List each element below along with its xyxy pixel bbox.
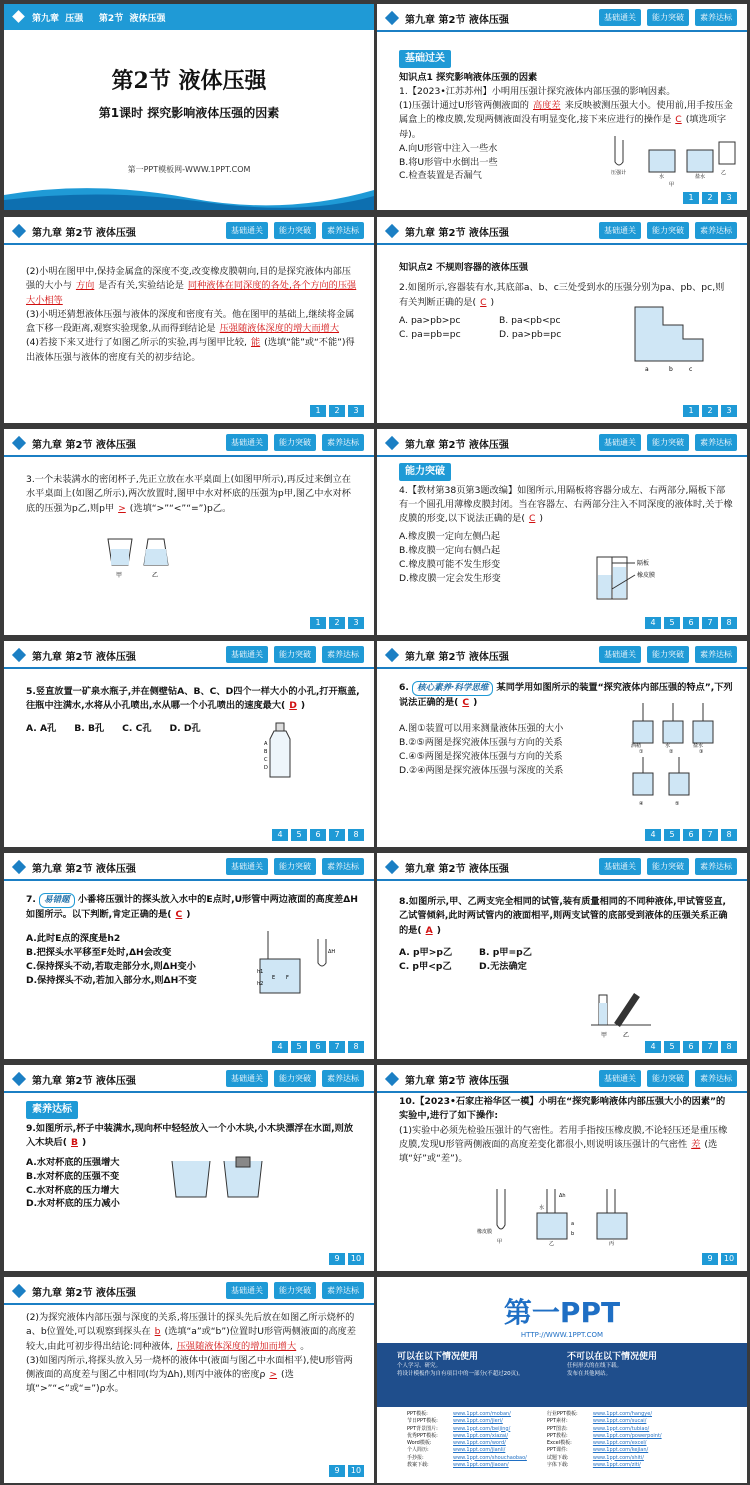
- svg-text:E: E: [272, 975, 276, 981]
- option: C.橡皮膜可能不发生形变: [399, 558, 501, 570]
- svg-text:甲: 甲: [497, 1239, 503, 1245]
- slide-title: 第九章 第2节 液体压强: [405, 228, 509, 239]
- slide-2: [377, 4, 747, 210]
- divided-container-figure: [595, 555, 705, 605]
- section-tag: 能力突破: [399, 463, 451, 481]
- option: A.向U形管中注入一些水: [399, 142, 498, 154]
- resource-link[interactable]: www.1ppt.com/moban/: [453, 1411, 511, 1417]
- link-row: PPT教程: www.1ppt.com/powerpoint/: [546, 1432, 662, 1439]
- option: D.保持探头不动,若加入部分水,则ΔH不变: [26, 974, 197, 986]
- nav-suyang-button[interactable]: 素养达标: [695, 434, 737, 451]
- option: B.水对杯底的压强不变: [26, 1170, 120, 1182]
- page-3-button[interactable]: 3: [721, 192, 737, 204]
- nav-jichu-button[interactable]: 基础通关: [599, 434, 641, 451]
- gauge-depth-figure: [258, 929, 338, 999]
- question-part: (2)小明在图甲中,保持金属盒的深度不变,改变橡皮膜朝向,目的是探究液体内部压强的大小与 方向 是否有关,实验结论是 同种液体在同深度的各处,各个方向的压强大小相等: [26, 266, 357, 306]
- page-7-button[interactable]: 7: [702, 829, 718, 841]
- option: A.橡皮膜一定向左侧凸起: [399, 531, 500, 543]
- slide-title: 第九章 第2节 液体压强: [32, 228, 136, 239]
- cover-subtitle: 第1课时 探究影响液体压强的因素: [98, 106, 280, 120]
- knowledge-point: 知识点2 不规则容器的液体压强: [399, 262, 529, 273]
- resource-link[interactable]: www.1ppt.com/jiaoan/: [453, 1461, 509, 1468]
- nav-jichu-button[interactable]: 基础通关: [226, 434, 268, 451]
- question-text: 5.竖直放置一矿泉水瓶子,并在侧壁钻A、B、C、D四个一样大小的小孔,打开瓶盖,往瓶中注满水,水将从小孔喷出,水从哪一个小孔喷出的速度最大( D ): [26, 686, 360, 712]
- page-7-button[interactable]: 7: [329, 1041, 345, 1053]
- svg-text:橡皮膜: 橡皮膜: [637, 572, 656, 579]
- svg-text:a: a: [645, 366, 649, 373]
- cover-site: 第一PPT模板网-WWW.1PPT.COM: [127, 165, 251, 174]
- section-tag: 易错题: [39, 893, 75, 908]
- question-part: (4)若接下来又进行了如图乙所示的实验,再与图甲比较, 能 (选填“能”或“不能”)得出液体压强与液体的密度有关的初步结论。: [26, 337, 355, 363]
- nav-nengli-button[interactable]: 能力突破: [274, 646, 316, 663]
- resource-link[interactable]: www.1ppt.com/jieri/: [453, 1418, 503, 1425]
- pressure-gauge-figure: [609, 132, 739, 188]
- page-10-button[interactable]: 10: [348, 1253, 364, 1265]
- slide-7: [4, 641, 374, 847]
- page-9-button[interactable]: 9: [329, 1253, 345, 1265]
- irregular-container-figure: [633, 305, 713, 375]
- svg-text:乙: 乙: [721, 170, 727, 176]
- nav-suyang-button[interactable]: 素养达标: [322, 1282, 364, 1299]
- nav-suyang-button[interactable]: 素养达标: [322, 858, 364, 875]
- page-3-button[interactable]: 3: [348, 405, 364, 417]
- svg-text:水: 水: [659, 174, 665, 180]
- resource-link[interactable]: www.1ppt.com/sucai/: [592, 1418, 647, 1425]
- svg-text:D: D: [264, 765, 268, 771]
- option: B. p甲=p乙: [479, 946, 532, 958]
- svg-text:ΔH: ΔH: [328, 949, 336, 955]
- resource-link[interactable]: www.1ppt.com/jianli/: [453, 1447, 506, 1454]
- page-7-button[interactable]: 7: [702, 1041, 718, 1053]
- option: C. pa=pb=pc: [399, 329, 461, 340]
- svg-text:甲: 甲: [116, 572, 123, 579]
- svg-text:甲: 甲: [669, 182, 675, 188]
- slide-title: 第九章 第2节 液体压强: [32, 1076, 136, 1087]
- nav-nengli-button[interactable]: 能力突破: [274, 434, 316, 451]
- question-part: (3)如图丙所示,将探头放入另一烧杯的液体中(液面与图乙中水面相平),使U形管两侧液面的高度差与图乙中相同(均为Δh),则丙中液体的密度ρ > (选填“>”“<”或“=”)ρ水。: [26, 1354, 353, 1395]
- svg-text:水: 水: [665, 743, 671, 749]
- page-6-button[interactable]: 6: [310, 1041, 326, 1053]
- svg-text:隔板: 隔板: [637, 560, 650, 567]
- question-text: 6. 核心素养·科学思维 某同学用如图所示的装置“探究液体内部压强的特点”,下列说法正确的是( C ): [399, 682, 733, 709]
- svg-text:B: B: [264, 749, 268, 755]
- option: A.图①装置可以用来测量液体压强的大小: [399, 723, 564, 735]
- svg-text:橡皮膜: 橡皮膜: [477, 1229, 493, 1235]
- option: C.检查装置是否漏气: [399, 170, 482, 182]
- question-part: (3)小明还猜想液体压强与液体的深度和密度有关。他在图甲的基础上,继续将金属盒下移一段距离,观察实验现象,从而得到结论是 压强随液体深度的增大而增大: [26, 308, 355, 334]
- link-row: PPT背景图片: www.1ppt.com/beijing/: [407, 1425, 511, 1432]
- page-2-button[interactable]: 2: [329, 405, 345, 417]
- question-text: 3.一个未装满水的密闭杯子,先正立放在水平桌面上(如图甲所示),再反过来倒立在水平桌面上(如图乙所示),两次放置时,图甲中水对杯底的压强为p甲,图乙中水对杯底的压强为p乙,则p甲 > (选填“>”“<”“=”)p乙。: [26, 474, 351, 514]
- svg-text:酒精: 酒精: [631, 743, 642, 749]
- slide-title: 第九章 第2节 液体压强: [405, 864, 509, 875]
- site-url: HTTP://WWW.1PPT.COM: [520, 1331, 604, 1339]
- svg-text:F: F: [286, 975, 289, 981]
- can-use-title: 可以在以下情况使用: [397, 1352, 479, 1362]
- page-9-button[interactable]: 9: [329, 1465, 345, 1477]
- option: A. A孔: [26, 722, 57, 734]
- nav-jichu-button[interactable]: 基础通关: [599, 222, 641, 239]
- nav-jichu-button[interactable]: 基础通关: [599, 9, 641, 26]
- cannot-use-title: 不可以在以下情况使用: [567, 1352, 658, 1362]
- nav-nengli-button[interactable]: 能力突破: [647, 858, 689, 875]
- slide-ending: [377, 1277, 747, 1483]
- question-text: 8.如图所示,甲、乙两支完全相同的试管,装有质量相同的不同种液体,甲试管竖直,乙试管倾斜,此时两试管内的液面相平,则两支试管的底部受到液体的压强关系正确的是( A ): [399, 896, 728, 936]
- nav-suyang-button[interactable]: 素养达标: [322, 646, 364, 663]
- page-5-button[interactable]: 5: [664, 617, 680, 629]
- page-3-button[interactable]: 3: [348, 617, 364, 629]
- slide-12: [377, 1065, 747, 1271]
- page-6-button[interactable]: 6: [683, 829, 699, 841]
- option: A. pa>pb>pc: [399, 314, 461, 326]
- nav-nengli-button[interactable]: 能力突破: [274, 858, 316, 875]
- page-4-button[interactable]: 4: [645, 829, 661, 841]
- resource-link[interactable]: www.1ppt.com/shouchaobao/: [453, 1454, 527, 1461]
- page-8-button[interactable]: 8: [348, 1041, 364, 1053]
- section-tag: 核心素养·科学思维: [412, 681, 493, 696]
- slide-4: [377, 217, 747, 423]
- nav-jichu-button[interactable]: 基础通关: [599, 858, 641, 875]
- can-use-item: 个人学习、研究。: [397, 1363, 442, 1369]
- svg-text:④: ④: [639, 801, 644, 807]
- option: D. D孔: [169, 722, 201, 734]
- option: B.把探头水平移至F处时,ΔH会改变: [26, 947, 172, 959]
- nav-jichu-button[interactable]: 基础通关: [599, 646, 641, 663]
- nav-jichu-button[interactable]: 基础通关: [226, 222, 268, 239]
- svg-text:盐水: 盐水: [695, 174, 706, 180]
- page-4-button[interactable]: 4: [645, 617, 661, 629]
- option: B. pa<pb<pc: [499, 314, 561, 326]
- slide-3: [4, 217, 374, 423]
- page-3-button[interactable]: 3: [721, 405, 737, 417]
- nav-suyang-button[interactable]: 素养达标: [322, 1070, 364, 1087]
- page-6-button[interactable]: 6: [683, 1041, 699, 1053]
- svg-text:①: ①: [639, 749, 644, 755]
- option: C.水对杯底的压力增大: [26, 1184, 119, 1196]
- option: B.将U形管中水倒出一些: [399, 156, 498, 168]
- svg-text:乙: 乙: [152, 572, 159, 579]
- page-4-button[interactable]: 4: [272, 829, 288, 841]
- page-1-button[interactable]: 1: [683, 192, 699, 204]
- page-1-button[interactable]: 1: [310, 405, 326, 417]
- svg-text:h2: h2: [257, 981, 264, 987]
- question-text: 7. 易错题 小番将压强计的探头放入水中的E点时,U形管中两边液面的高度差ΔH如图所示。以下判断,肯定正确的是( C ): [26, 894, 358, 921]
- link-row: PPT图表: www.1ppt.com/tubiao/: [546, 1425, 650, 1432]
- nav-jichu-button[interactable]: 基础通关: [226, 1070, 268, 1087]
- link-row: 字体下载: www.1ppt.com/ziti/: [546, 1461, 641, 1468]
- slide-cover: [4, 4, 374, 210]
- svg-text:C: C: [264, 757, 268, 763]
- nav-suyang-button[interactable]: 素养达标: [695, 9, 737, 26]
- option: D.水对杯底的压力减小: [26, 1198, 120, 1210]
- page-8-button[interactable]: 8: [348, 829, 364, 841]
- slide-5: [4, 429, 374, 635]
- test-tubes-figure: [591, 991, 661, 1041]
- nav-suyang-button[interactable]: 素养达标: [322, 222, 364, 239]
- svg-text:b: b: [669, 366, 673, 373]
- five-gauges-figure: [629, 701, 739, 811]
- svg-text:水: 水: [539, 1205, 545, 1211]
- nav-nengli-button[interactable]: 能力突破: [647, 646, 689, 663]
- slide-header: [377, 4, 747, 32]
- resource-link[interactable]: www.1ppt.com/word/: [453, 1440, 506, 1446]
- cover-header-title: 第九章 压强 第2节 液体压强: [32, 14, 166, 24]
- link-row: 个人简历: www.1ppt.com/jianli/: [407, 1447, 506, 1454]
- slide-9: [4, 853, 374, 1059]
- bottle-figure: [262, 721, 302, 781]
- slide-title: 第九章 第2节 液体压强: [405, 440, 509, 451]
- svg-text:⑤: ⑤: [675, 801, 680, 807]
- answer: C: [675, 114, 682, 126]
- option: C.保持探头不动,若取走部分水,则ΔH变小: [26, 961, 196, 973]
- svg-text:a: a: [571, 1221, 575, 1227]
- answer: 高度差: [533, 100, 561, 111]
- nav-suyang-button[interactable]: 素养达标: [695, 222, 737, 239]
- slide-title: 第九章 第2节 液体压强: [405, 652, 509, 663]
- page-6-button[interactable]: 6: [310, 829, 326, 841]
- svg-text:③: ③: [699, 749, 704, 755]
- nav-nengli-button[interactable]: 能力突破: [647, 9, 689, 26]
- option: A. p甲>p乙: [399, 946, 453, 958]
- svg-text:c: c: [689, 366, 693, 373]
- nav-nengli-button[interactable]: 能力突破: [647, 222, 689, 239]
- resource-link[interactable]: www.1ppt.com/beijing/: [453, 1425, 511, 1432]
- resource-link[interactable]: www.1ppt.com/hangye/: [592, 1411, 653, 1417]
- page-9-button[interactable]: 9: [702, 1253, 718, 1265]
- nav-jichu-button[interactable]: 基础通关: [599, 1070, 641, 1087]
- resource-link[interactable]: www.1ppt.com/ziti/: [592, 1461, 641, 1468]
- cannot-use-item: 发布在其他网站。: [567, 1371, 612, 1378]
- nav-suyang-button[interactable]: 素养达标: [695, 858, 737, 875]
- cannot-use-item: 任何形式的在线下载。: [567, 1363, 623, 1369]
- page-6-button[interactable]: 6: [683, 617, 699, 629]
- option: D.橡皮膜一定会发生形变: [399, 572, 501, 584]
- slide-13: [4, 1277, 374, 1483]
- nav-nengli-button[interactable]: 能力突破: [274, 1070, 316, 1087]
- svg-text:b: b: [571, 1231, 575, 1237]
- link-row: 教案下载: www.1ppt.com/jiaoan/: [407, 1461, 509, 1468]
- resource-link[interactable]: www.1ppt.com/tubiao/: [592, 1425, 650, 1432]
- question-text: 4.【教材第38页第3题改编】如图所示,用隔板将容器分成左、右两部分,隔板下部有一个圆孔用薄橡皮膜封闭。当在容器左、右两部分注入不同深度的液体时,关于橡皮膜的形变,以下说法正确的是( C ): [399, 484, 733, 524]
- resource-link[interactable]: www.1ppt.com/xiazai/: [453, 1432, 509, 1439]
- three-setups-figure: [477, 1185, 667, 1245]
- nav-nengli-button[interactable]: 能力突破: [274, 222, 316, 239]
- resource-link[interactable]: www.1ppt.com/shiti/: [592, 1454, 644, 1461]
- slide-title: 第九章 第2节 液体压强: [32, 1288, 136, 1299]
- link-row: PPT课件: www.1ppt.com/kejian/: [546, 1447, 649, 1454]
- slide-title: 第九章 第2节 液体压强: [32, 864, 136, 875]
- question-text: 2.如图所示,容器装有水,其底部a、b、c三处受到水的压强分别为pa、pb、pc,则有关判断正确的是( C ): [399, 282, 725, 308]
- link-row: 节日PPT模板: www.1ppt.com/jieri/: [407, 1418, 503, 1425]
- nav-jichu-button[interactable]: 基础通关: [226, 646, 268, 663]
- link-row: 手抄报: www.1ppt.com/shouchaobao/: [407, 1454, 527, 1461]
- section-tag: 素养达标: [26, 1101, 78, 1119]
- nav-nengli-button[interactable]: 能力突破: [647, 434, 689, 451]
- link-row: 优秀PPT模板: www.1ppt.com/xiazai/: [407, 1432, 509, 1439]
- link-row: Excel模板: www.1ppt.com/excel/: [546, 1440, 647, 1446]
- slide-10: [377, 853, 747, 1059]
- nav-suyang-button[interactable]: 素养达标: [695, 1070, 737, 1087]
- slide-title: 第九章 第2节 液体压强: [405, 15, 509, 26]
- option: B.②⑤两图是探究液体压强与方向的关系: [399, 737, 563, 749]
- resource-link[interactable]: www.1ppt.com/kejian/: [592, 1447, 649, 1454]
- page-5-button[interactable]: 5: [291, 1041, 307, 1053]
- link-row: PPT素材: www.1ppt.com/sucai/: [546, 1418, 647, 1425]
- nav-jichu-button[interactable]: 基础通关: [226, 858, 268, 875]
- option: B.橡皮膜一定向右侧凸起: [399, 545, 501, 557]
- nav-jichu-button[interactable]: 基础通关: [226, 1282, 268, 1299]
- can-use-item: 将设计模板作为自有项目中的一部分(不超过20页)。: [397, 1371, 524, 1378]
- page-2-button[interactable]: 2: [702, 192, 718, 204]
- page-8-button[interactable]: 8: [721, 829, 737, 841]
- page-2-button[interactable]: 2: [329, 617, 345, 629]
- page-5-button[interactable]: 5: [291, 829, 307, 841]
- option: A.此时E点的深度是h2: [26, 933, 121, 945]
- links-area: [407, 1411, 727, 1469]
- usage-banner: [377, 1343, 747, 1407]
- page-10-button[interactable]: 10: [721, 1253, 737, 1265]
- slide-11: [4, 1065, 374, 1271]
- question-text: 1.【2023•江苏苏州】小明用压强计探究液体内部压强的影响因素。: [399, 85, 676, 97]
- resource-link[interactable]: www.1ppt.com/excel/: [592, 1440, 647, 1446]
- option: C. C孔: [122, 722, 152, 734]
- question-part: (1)实验中必须先检验压强计的气密性。若用手指按压橡皮膜,不论轻压还是重压橡皮膜,发现U形管两侧液面的高度差变化都很小,则说明该压强计的气密性 差 (选填“好”或“差”)。: [399, 1124, 728, 1164]
- link-row: PPT模板: www.1ppt.com/moban/: [407, 1411, 511, 1417]
- slide-title: 第九章 第2节 液体压强: [405, 1076, 509, 1087]
- svg-text:h1: h1: [257, 969, 264, 975]
- svg-text:Δh: Δh: [559, 1193, 566, 1199]
- nav-nengli-button[interactable]: 能力突破: [274, 1282, 316, 1299]
- slide-6: [377, 429, 747, 635]
- slide-8: [377, 641, 747, 847]
- cups-figure: [104, 535, 174, 581]
- page-8-button[interactable]: 8: [721, 617, 737, 629]
- nav-suyang-button[interactable]: 素养达标: [322, 434, 364, 451]
- ppt-logo: 第一PPT: [503, 1296, 621, 1329]
- page-1-button[interactable]: 1: [683, 405, 699, 417]
- page-5-button[interactable]: 5: [664, 829, 680, 841]
- svg-text:②: ②: [669, 749, 674, 755]
- page-10-button[interactable]: 10: [348, 1465, 364, 1477]
- link-row: 试题下载: www.1ppt.com/shiti/: [546, 1454, 644, 1461]
- knowledge-point: 知识点1 探究影响液体压强的因素: [399, 71, 538, 83]
- question-text: 10.【2023•石家庄裕华区一模】小明在“探究影响液体内部压强大小的因素”的实验中,进行了如下操作:: [399, 1096, 726, 1122]
- page-1-button[interactable]: 1: [310, 617, 326, 629]
- page-4-button[interactable]: 4: [645, 1041, 661, 1053]
- nav-nengli-button[interactable]: 能力突破: [647, 1070, 689, 1087]
- link-row: Word模板: www.1ppt.com/word/: [407, 1440, 506, 1446]
- cover-wave: [4, 170, 374, 210]
- option: D.无法确定: [479, 961, 527, 972]
- nav-suyang-button[interactable]: 素养达标: [695, 646, 737, 663]
- svg-text:A: A: [264, 741, 268, 747]
- slide-title: 第九章 第2节 液体压强: [32, 652, 136, 663]
- option: A.水对杯底的压强增大: [26, 1157, 120, 1168]
- svg-text:乙: 乙: [623, 1032, 630, 1039]
- question-part: (2)为探究液体内部压强与深度的关系,将压强计的探头先后放在如图乙所示烧杯的a、b位置处,可以观察到探头在 b (选填“a”或“b”)位置时U形管两侧液面的高度差较大,由此可初步得出结论:同种液体, 压强随液体深度的增加而增大 。: [26, 1312, 356, 1352]
- cup-wood-figure: [168, 1157, 268, 1203]
- slide-title: 第九章 第2节 液体压强: [32, 440, 136, 451]
- page-7-button[interactable]: 7: [702, 617, 718, 629]
- option: D. pa>pb=pc: [499, 329, 562, 340]
- svg-text:甲: 甲: [601, 1032, 608, 1039]
- svg-text:乙: 乙: [549, 1241, 555, 1247]
- resource-link[interactable]: www.1ppt.com/powerpoint/: [592, 1432, 662, 1439]
- option: B. B孔: [74, 722, 105, 734]
- question-part: (1)压强计通过U形管两侧液面的 高度差 来反映被测压强大小。使用前,用手按压金属盒上的橡皮膜,发现两侧液面没有明显变化,接下来应进行的操作是 C (填选项字母)。: [399, 100, 733, 140]
- fig-label: 压强计: [611, 170, 627, 176]
- svg-text:丙: 丙: [609, 1241, 615, 1247]
- page-4-button[interactable]: 4: [272, 1041, 288, 1053]
- section-tag: 基础过关: [399, 50, 451, 68]
- question-text: 9.如图所示,杯子中装满水,现向杯中轻轻放入一个小木块,小木块漂浮在水面,则放入木块后( B ): [26, 1122, 354, 1148]
- link-row: 行业PPT模板: www.1ppt.com/hangye/: [546, 1411, 653, 1417]
- page-2-button[interactable]: 2: [702, 405, 718, 417]
- svg-text:盐水: 盐水: [693, 743, 704, 749]
- option: C.④⑤两图是探究液体压强与方向的关系: [399, 751, 563, 763]
- option: C. p甲<p乙: [399, 961, 452, 972]
- page-8-button[interactable]: 8: [721, 1041, 737, 1053]
- cover-title: 第2节 液体压强: [111, 68, 267, 94]
- option: D.②④两图是探究液体压强与深度的关系: [399, 764, 564, 776]
- page-7-button[interactable]: 7: [329, 829, 345, 841]
- page-5-button[interactable]: 5: [664, 1041, 680, 1053]
